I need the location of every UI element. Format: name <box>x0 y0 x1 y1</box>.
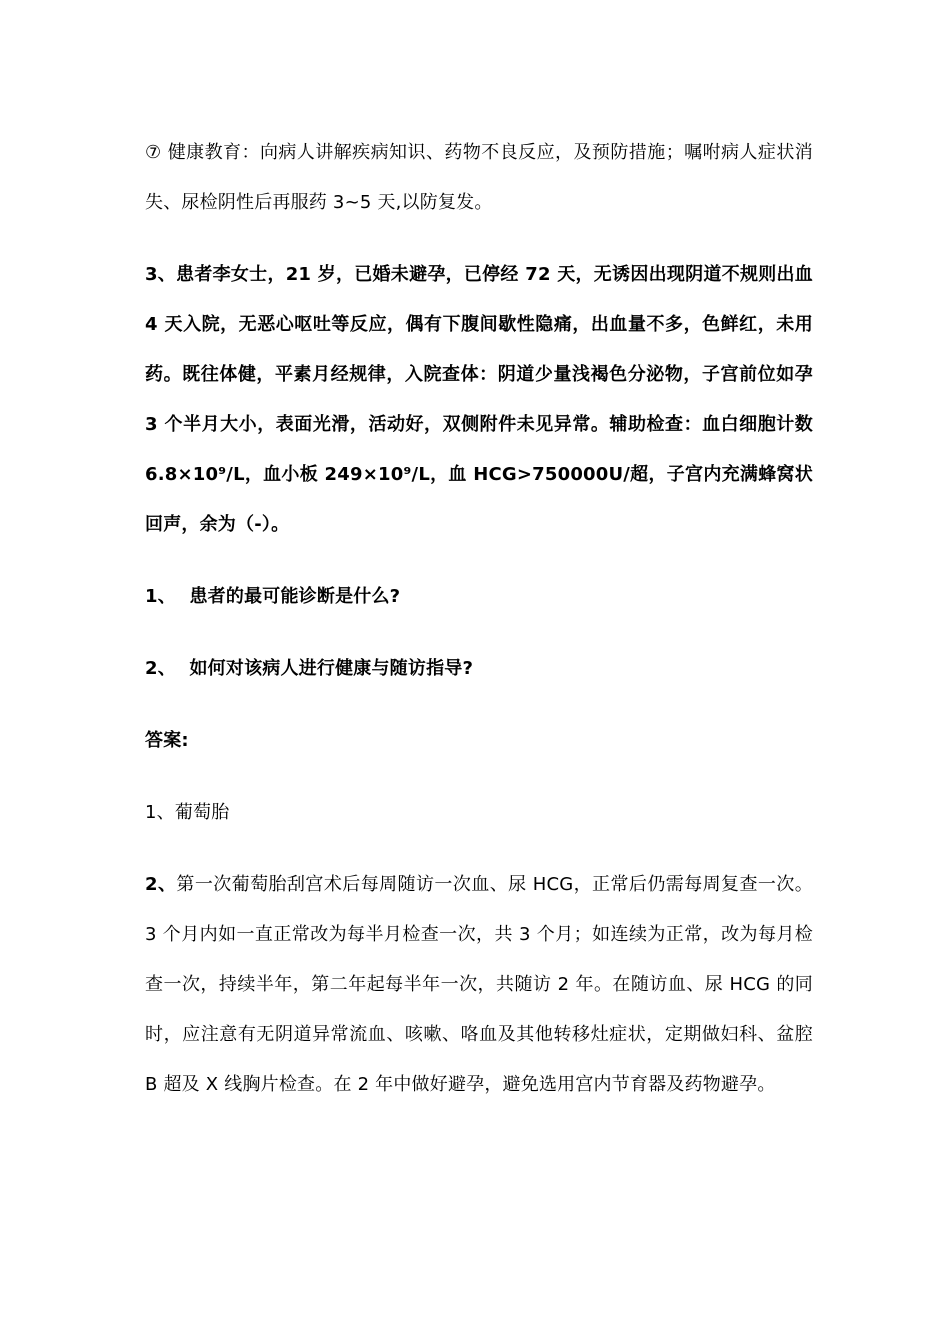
document-body <box>145 128 813 1110</box>
answer-2 <box>145 860 813 1110</box>
question-1 <box>145 572 813 622</box>
answer-2-text: 第一次葡萄胎刮宫术后每周随访一次血、尿 HCG，正常后仍需每周复查一次。3 个月内如一直正常改为每半月检查一次，共 3 个月；如连续为正常，改为每月检查一次，持续半年，第二年起每半年一次，共随访 2 年。在随访血、尿 HCG 的同时，应注意有无阴道异常流血、咳嗽、咯血及其他转移灶症状，定期做妇科、盆腔 B 超及 X 线胸片检查。在 2 年中做好避孕，避免选用宫内节育器及药物避孕。 <box>145 874 813 1095</box>
health-education-paragraph: ⑦ 健康教育：向病人讲解疾病知识、药物不良反应，及预防措施；嘱咐病人症状消失、尿检阴性后再服药 3~5 天,以防复发。 <box>145 142 813 213</box>
case-3-paragraph: 3、患者李女士，21 岁，已婚未避孕，已停经 72 天，无诱因出现阴道不规则出血 4 天入院，无恶心呕吐等反应，偶有下腹间歇性隐痛，出血量不多，色鲜红，未用药。既往体健，平素月经规律，入院查体：阴道少量浅褐色分泌物，子宫前位如孕 3 个半月大小，表面光滑，活动好，双侧附件未见异常。辅助检查：血白细胞计数 6.8×10⁹/L，血小板 249×10⁹/L，血 HCG>750000U/超，子宫内充满蜂窝状回声，余为（-）。 <box>145 264 813 535</box>
answer-2-number: 2、 <box>145 874 177 895</box>
question-1-number: 1、 <box>145 586 176 607</box>
answer-1: 1、葡萄胎 <box>145 802 230 823</box>
question-2-text: 如何对该病人进行健康与随访指导? <box>189 658 474 679</box>
question-2 <box>145 644 813 694</box>
answer-heading: 答案: <box>145 730 189 751</box>
question-2-number: 2、 <box>145 658 176 679</box>
question-1-text: 患者的最可能诊断是什么? <box>189 586 401 607</box>
